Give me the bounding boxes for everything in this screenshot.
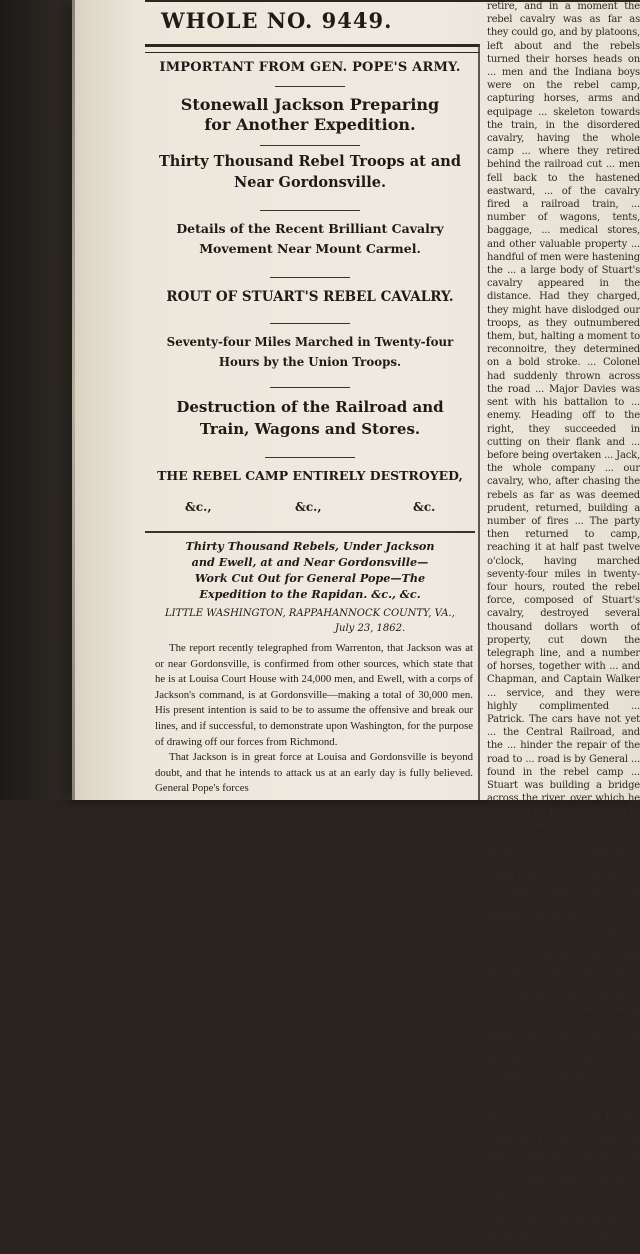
divider bbox=[270, 277, 350, 278]
article-paragraph: The report recently telegraphed from Warrenton, that Jackson was at or near Gordonsville, is confirmed from other sources, which state that he is at Louisa Court House with 24,000 men, and Ewell, with a corps of Jackson's command, is at Gordonsville—making a total of 30,000 men. His present intention is said to be to assume the offensive and break our lines, and if successful, to demonstrate upon Washington, for the purpose of drawing off our forces from Richmond. bbox=[155, 642, 473, 748]
dateline-date: July 23, 1862. bbox=[335, 623, 406, 634]
page-edge bbox=[72, 0, 75, 800]
headline-rout: ROUT OF STUART'S REBEL CAVALRY. bbox=[166, 289, 454, 305]
header-rule bbox=[145, 44, 480, 53]
column-separator bbox=[478, 44, 480, 800]
subhead-2: and Ewell, at and Near Gordonsville— bbox=[191, 555, 429, 569]
issue-number: WHOLE NO. 9449. bbox=[161, 8, 393, 33]
headline-destruction-1: Destruction of the Railroad and bbox=[176, 398, 444, 416]
dateline-place: LITTLE WASHINGTON, RAPPAHANNOCK COUNTY, VA., bbox=[165, 608, 455, 619]
headline-destruction-2: Train, Wagons and Stores. bbox=[199, 420, 421, 438]
headline-cavalry-2: Movement Near Mount Carmel. bbox=[199, 241, 421, 256]
headline-main: IMPORTANT FROM GEN. POPE'S ARMY. bbox=[159, 60, 461, 75]
headline-troops-1: Thirty Thousand Rebel Troops at and bbox=[159, 153, 461, 170]
divider bbox=[275, 86, 345, 87]
divider bbox=[270, 323, 350, 324]
adjacent-column bbox=[485, 0, 640, 1254]
etc-1: &c., bbox=[185, 500, 212, 514]
article-body bbox=[155, 641, 473, 797]
headline-camp: THE REBEL CAMP ENTIRELY DESTROYED, bbox=[157, 468, 463, 483]
divider bbox=[265, 457, 355, 458]
divider bbox=[260, 145, 360, 146]
article-paragraph: That Jackson is in great force at Louisa and Gordonsville is beyond doubt, and that he intends to attack us at an early day is fully believed. General Pope's forces bbox=[155, 751, 473, 795]
subhead-1: Thirty Thousand Rebels, Under Jackson bbox=[185, 539, 435, 553]
headline-jackson-2: for Another Expedition. bbox=[204, 115, 416, 134]
section-rule bbox=[145, 531, 475, 533]
divider bbox=[270, 387, 350, 388]
headline-troops-2: Near Gordonsville. bbox=[234, 174, 386, 191]
divider bbox=[260, 210, 360, 211]
headline-miles-2: Hours by the Union Troops. bbox=[218, 355, 402, 369]
headline-jackson-1: Stonewall Jackson Preparing bbox=[180, 95, 440, 114]
headline-miles-1: Seventy-four Miles Marched in Twenty-four bbox=[166, 335, 454, 349]
etc-3: &c. bbox=[413, 500, 436, 514]
subhead-4: Expedition to the Rapidan. &c., &c. bbox=[199, 587, 421, 601]
etc-2: &c., bbox=[295, 500, 322, 514]
subhead-3: Work Cut Out for General Pope—The bbox=[194, 571, 426, 585]
headline-cavalry-1: Details of the Recent Brilliant Cavalry bbox=[176, 221, 444, 236]
main-column bbox=[145, 55, 475, 800]
column-text: retire, and in a moment the rebel cavalry was as far as they could go, and by platoons, left about and the rebels turned their horses heads on ... men and the Indiana boys were on the rebel camp, capturing horses, arms and equipage ... skeleton towards the train, in the disordered cavalry, having the whole camp ... where they retired behind the railroad cut ... men fell back to the hastened eastward, ... of the cavalry fired a railroad train, ... number of wagons, tents, baggage, ... medical stores, and other valuable property ... handful of men were hastening the ... a large body of Stuart's cavalry appeared in the distance. Had they charged, they might have dislodged our troops, as they outnumbered them, but, halting a moment to reconnoitre, they determined on a bold stroke. ... Colonel had suddenly thrown across the road ... Major Davies was sent with his battalion to ... enemy. Heading off to the right, they succeeded in cutting on their flank and ... before being overtaken ... Jack, the whole company ... our cavalry, who, after chasing the rebels as far as was deemed prudent, returned, building a number of fires ... The party then returned to camp, reaching it at half past twelve o'clock, having marched seventy-four miles in twenty-four hours, routed the rebel force, composed of Stuart's cavalry, destroyed several thousand dollars worth of property, cut down the telegraph line, and a number of horses, together with ... and Chapman, and Captain Walker ... service, and they were highly complimented ... Patrick. The cars have not yet ... the Central Railroad, and the ... hinder the repair of the road to ... road is by General ... found in the rebel camp ... Stuart was building a bridge across the river, over which he intended to pass his forces to commit depredations in the rear ... patrick set word for Stuart that he ... trouble about the bridge, as he would ... they could attend to on their way ... This day coming ... cannot fail to impress ... fact that the Department of the ... to prove rather a troublesome ... Stuart's men enjoy ... very soon have been ... much was also in the fight, and ... eners, and when the rebel authorities ... of our force they may be ... bility of a Yankee being captured ... Last Tuesday an order was ... directing certain parties in the ... be sent to the Rebellion ... to be last spring. Colonel ... General Ewell ... General ... order, and about nine o'clock ... men, went over into the ... where the parties lived, and ... upon being questioned ... the presence of any ... upon the assurance that ... coming if his facilities ... very complacently pointed ... One after another the ... hesitation, a terror to the ... were called up from the ... bringing of the guard. ... boundaries ... bbox=[487, 1, 640, 1254]
